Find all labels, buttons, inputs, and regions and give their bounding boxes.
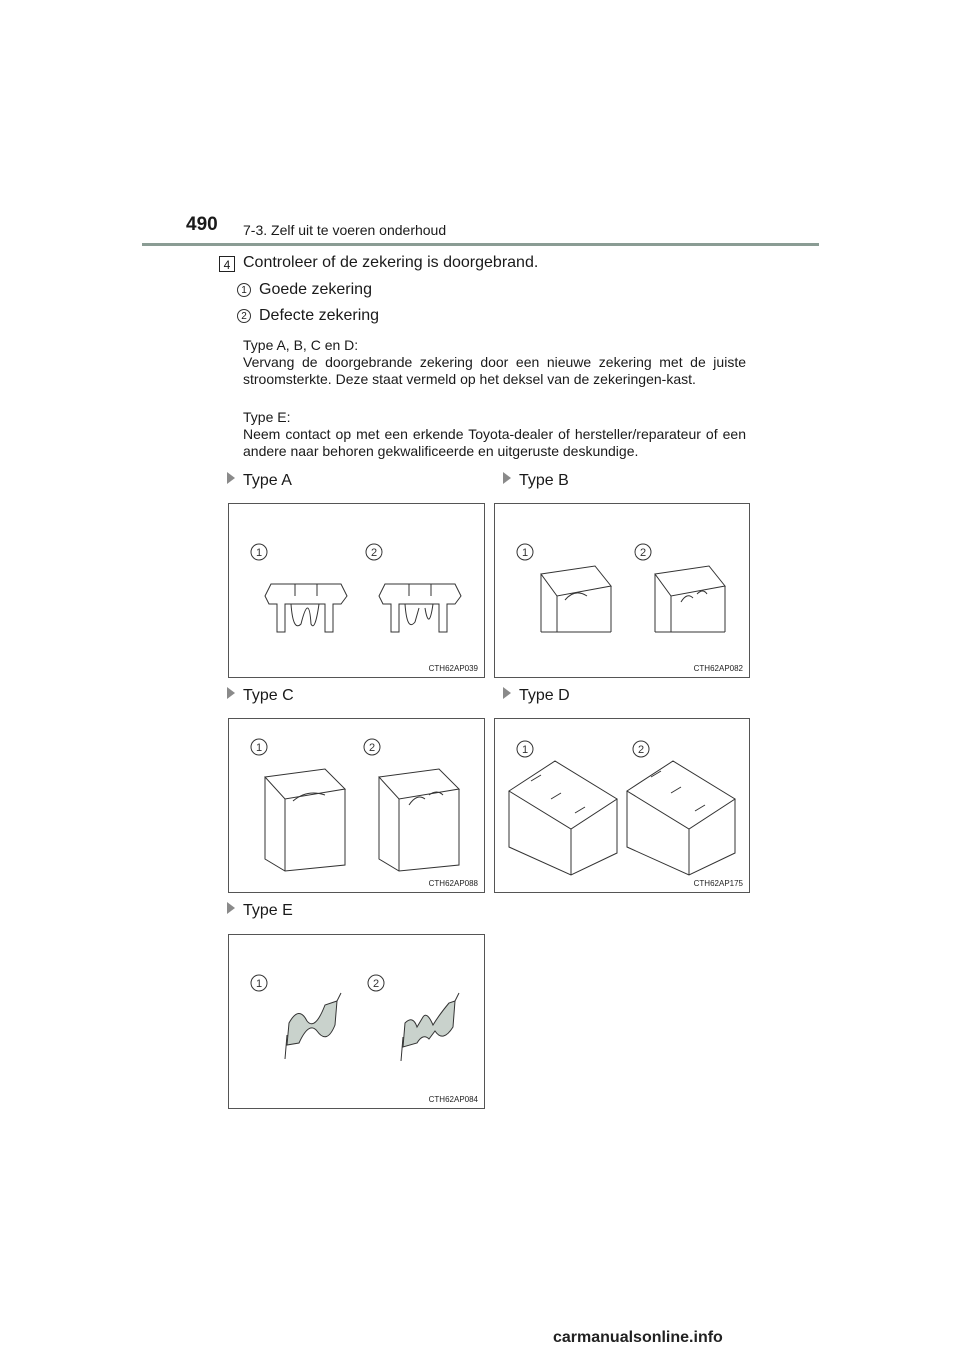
paragraph-heading: Type E: — [243, 409, 291, 425]
figure-code: CTH62AP088 — [428, 879, 478, 888]
paragraph-type-e — [243, 409, 746, 460]
section-title: 7-3. Zelf uit te voeren onderhoud — [243, 222, 447, 238]
figure-type-d — [494, 718, 750, 893]
type-d-label: Type D — [503, 687, 570, 705]
figure-number: 2 — [373, 978, 380, 990]
figure-code: CTH62AP175 — [693, 879, 743, 888]
figure-number: 1 — [522, 547, 529, 559]
item-defective-fuse: Defecte zekering — [259, 307, 380, 324]
figure-number: 1 — [256, 742, 263, 754]
page-number: 490 — [186, 214, 218, 235]
item-number-circle: 2 — [237, 309, 251, 323]
type-a-label: Type A — [227, 472, 292, 490]
figure-number: 2 — [371, 547, 378, 559]
figure-code: CTH62AP039 — [428, 664, 478, 673]
figure-type-e — [228, 934, 485, 1109]
triangle-arrow-icon — [227, 472, 235, 484]
figure-code: CTH62AP082 — [693, 664, 743, 673]
step-badge: 4 — [219, 256, 235, 272]
triangle-arrow-icon — [503, 687, 511, 699]
paragraph-types-abcd — [243, 337, 746, 388]
figure-number: 2 — [369, 742, 376, 754]
triangle-arrow-icon — [227, 902, 235, 914]
paragraph-heading: Type A, B, C en D: — [243, 337, 359, 353]
figure-code: CTH62AP084 — [428, 1095, 478, 1104]
type-c-label: Type C — [227, 687, 294, 705]
figure-number: 1 — [256, 547, 263, 559]
figure-type-a — [228, 503, 485, 678]
figure-type-c — [228, 718, 485, 893]
footer-watermark: carmanualsonline.info — [553, 1329, 723, 1346]
figure-number: 1 — [256, 978, 263, 990]
figure-number: 2 — [640, 547, 647, 559]
type-e-label: Type E — [227, 902, 293, 920]
figure-type-b — [494, 503, 750, 678]
triangle-arrow-icon — [503, 472, 511, 484]
step-title: Controleer of de zekering is doorgebrand. — [243, 254, 539, 271]
triangle-arrow-icon — [227, 687, 235, 699]
paragraph-body: Vervang de doorgebrande zekering door een nieuwe zekering met de juiste stroomsterkte. Deze staat vermeld op het deksel van de zekeringen-kast. — [243, 354, 746, 387]
figure-number: 1 — [522, 744, 529, 756]
paragraph-body: Neem contact op met een erkende Toyota-dealer of hersteller/reparateur of een andere naar behoren gekwalificeerde en uitgeruste deskundige. — [243, 426, 746, 459]
item-number-circle: 1 — [237, 283, 251, 297]
item-good-fuse: Goede zekering — [259, 281, 372, 298]
header-rule — [142, 243, 819, 246]
type-b-label: Type B — [503, 472, 569, 490]
figure-number: 2 — [638, 744, 645, 756]
